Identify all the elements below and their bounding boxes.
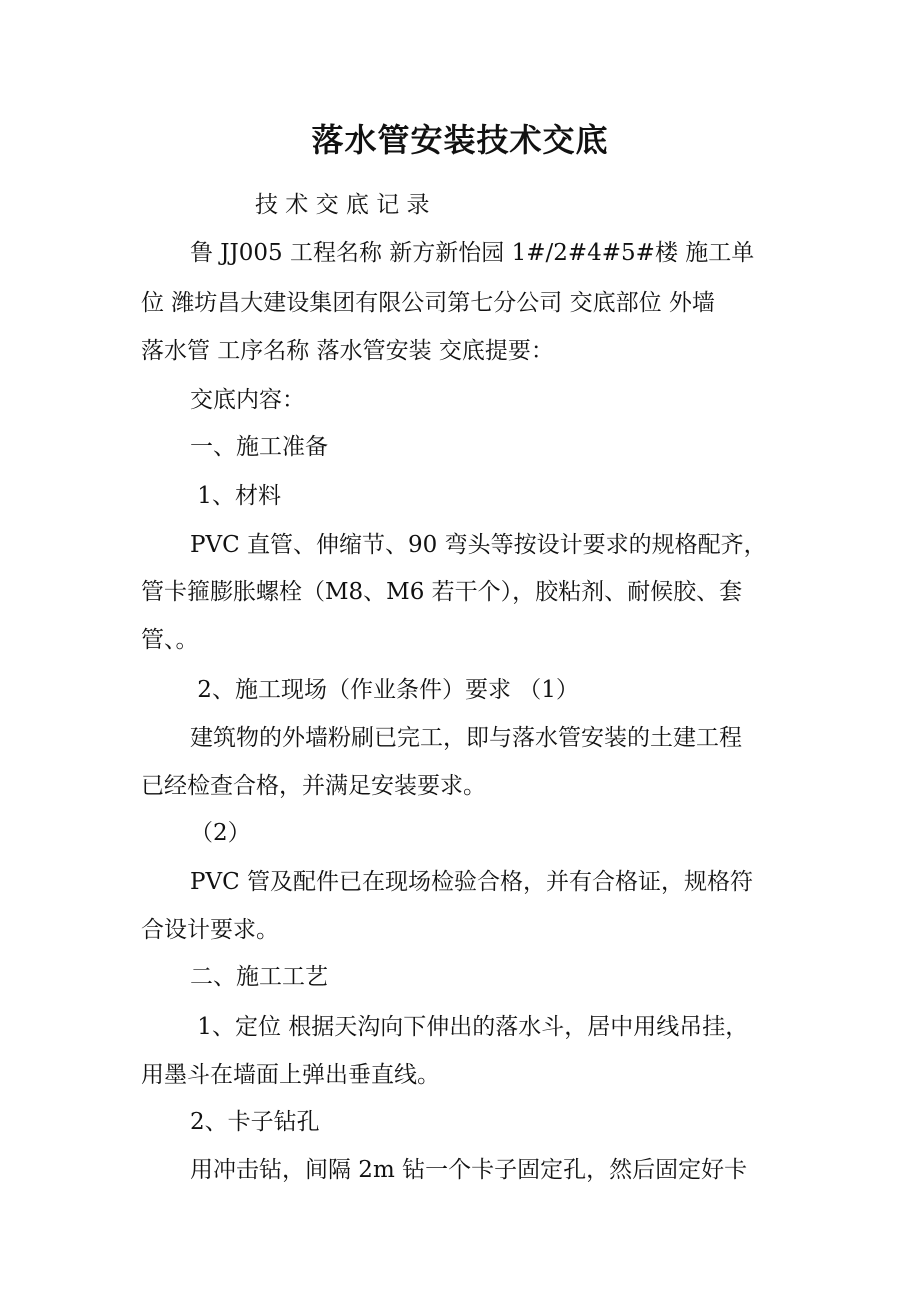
- body-line-13: （2）: [190, 820, 251, 846]
- body-line-9: 管、。: [141, 627, 199, 653]
- body-line-17: 1、定位 根据天沟向下伸出的落水斗，居中用线吊挂，: [190, 1014, 749, 1040]
- body-line-15: 合设计要求。: [141, 917, 279, 943]
- body-line-11: 建筑物的外墙粉刷已完工，即与落水管安装的土建工程: [190, 725, 742, 751]
- subsection-heading-drilling: 2、卡子钻孔: [190, 1109, 320, 1135]
- document-title: 落水管安装技术交底: [311, 121, 609, 159]
- section-heading-2: 二、施工工艺: [190, 964, 328, 990]
- subsection-heading-site: 2、施工现场（作业条件）要求 （1）: [190, 677, 579, 703]
- body-line-14: PVC 管及配件已在现场检验合格，并有合格证，规格符: [190, 869, 753, 895]
- body-line-8: 管卡箍膨胀螺栓（M8、M6 若干个），胶粘剂、耐候胶、套: [141, 579, 743, 605]
- record-heading: 技 术 交 底 记 录: [255, 192, 430, 218]
- body-line-1: 鲁 JJ005 工程名称 新方新怡园 1#/2#4#5#楼 施工单: [190, 240, 755, 266]
- subsection-heading-materials: 1、材料: [190, 483, 281, 509]
- body-line-2: 位 潍坊昌大建设集团有限公司第七分公司 交底部位 外墙: [141, 290, 715, 316]
- body-line-20: 用冲击钻，间隔 2m 钻一个卡子固定孔，然后固定好卡: [190, 1157, 748, 1183]
- body-line-18: 用墨斗在墙面上弹出垂直线。: [141, 1062, 440, 1088]
- body-line-3: 落水管 工序名称 落水管安装 交底提要：: [141, 338, 554, 364]
- body-line-7: PVC 直管、伸缩节、90 弯头等按设计要求的规格配齐，: [190, 532, 767, 558]
- body-line-12: 已经检查合格，并满足安装要求。: [141, 773, 486, 799]
- section-heading-1: 一、施工准备: [190, 434, 328, 460]
- body-line-4: 交底内容：: [190, 387, 305, 413]
